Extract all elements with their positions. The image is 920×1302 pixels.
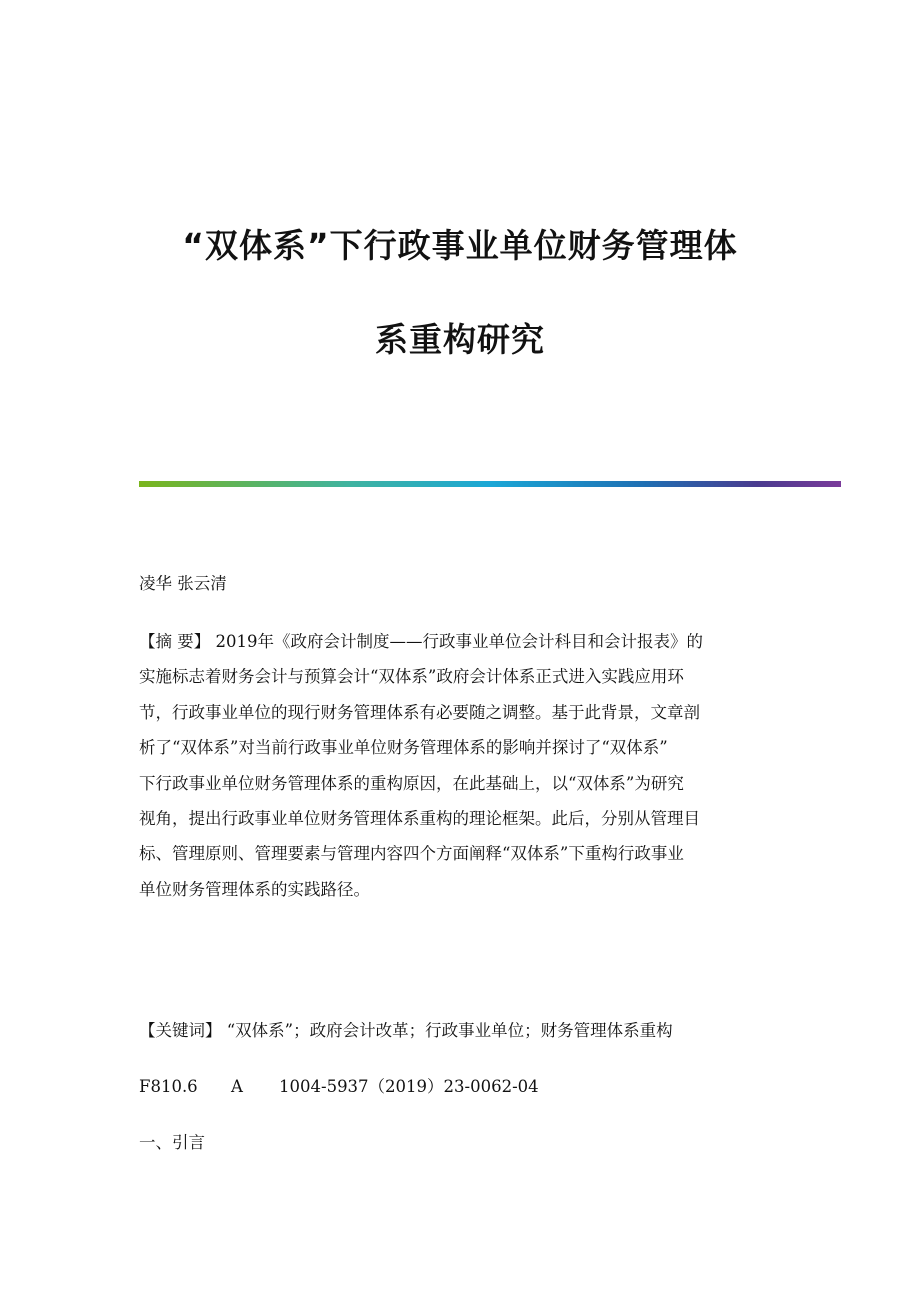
document-code: A bbox=[231, 1077, 243, 1096]
abstract-line: 节，行政事业单位的现行财务管理体系有必要随之调整。基于此背景，文章剖 bbox=[139, 702, 700, 722]
abstract-line: 标、管理原则、管理要素与管理内容四个方面阐释“双体系”下重构行政事业 bbox=[139, 844, 684, 864]
title-divider bbox=[139, 481, 841, 487]
article-number: 1004-5937（2019）23-0062-04 bbox=[279, 1077, 539, 1096]
classification-code: F810.6 bbox=[139, 1077, 198, 1096]
abstract bbox=[139, 624, 789, 907]
section-heading-introduction: 一、引言 bbox=[139, 1133, 205, 1152]
keywords: 【关键词】 “双体系”；政府会计改革；行政事业单位；财务管理体系重构 bbox=[139, 1021, 673, 1040]
abstract-line: 单位财务管理体系的实践路径。 bbox=[139, 879, 370, 899]
abstract-line: 析了“双体系”对当前行政事业单位财务管理体系的影响并探讨了“双体系” bbox=[139, 738, 668, 758]
abstract-line: 实施标志着财务会计与预算会计“双体系”政府会计体系正式进入实践应用环 bbox=[139, 667, 684, 687]
paper-title-line-1: “双体系”下行政事业单位财务管理体 bbox=[182, 226, 738, 265]
authors: 凌华 张云清 bbox=[139, 574, 227, 593]
abstract-line: 【摘 要】 2019年《政府会计制度——行政事业单位会计科目和会计报表》的 bbox=[139, 632, 703, 651]
classification-line bbox=[139, 1073, 539, 1097]
paper-title-line-2: 系重构研究 bbox=[375, 320, 545, 359]
abstract-line: 下行政事业单位财务管理体系的重构原因，在此基础上，以“双体系”为研究 bbox=[139, 773, 684, 793]
abstract-line: 视角，提出行政事业单位财务管理体系重构的理论框架。此后，分别从管理目 bbox=[139, 808, 700, 828]
